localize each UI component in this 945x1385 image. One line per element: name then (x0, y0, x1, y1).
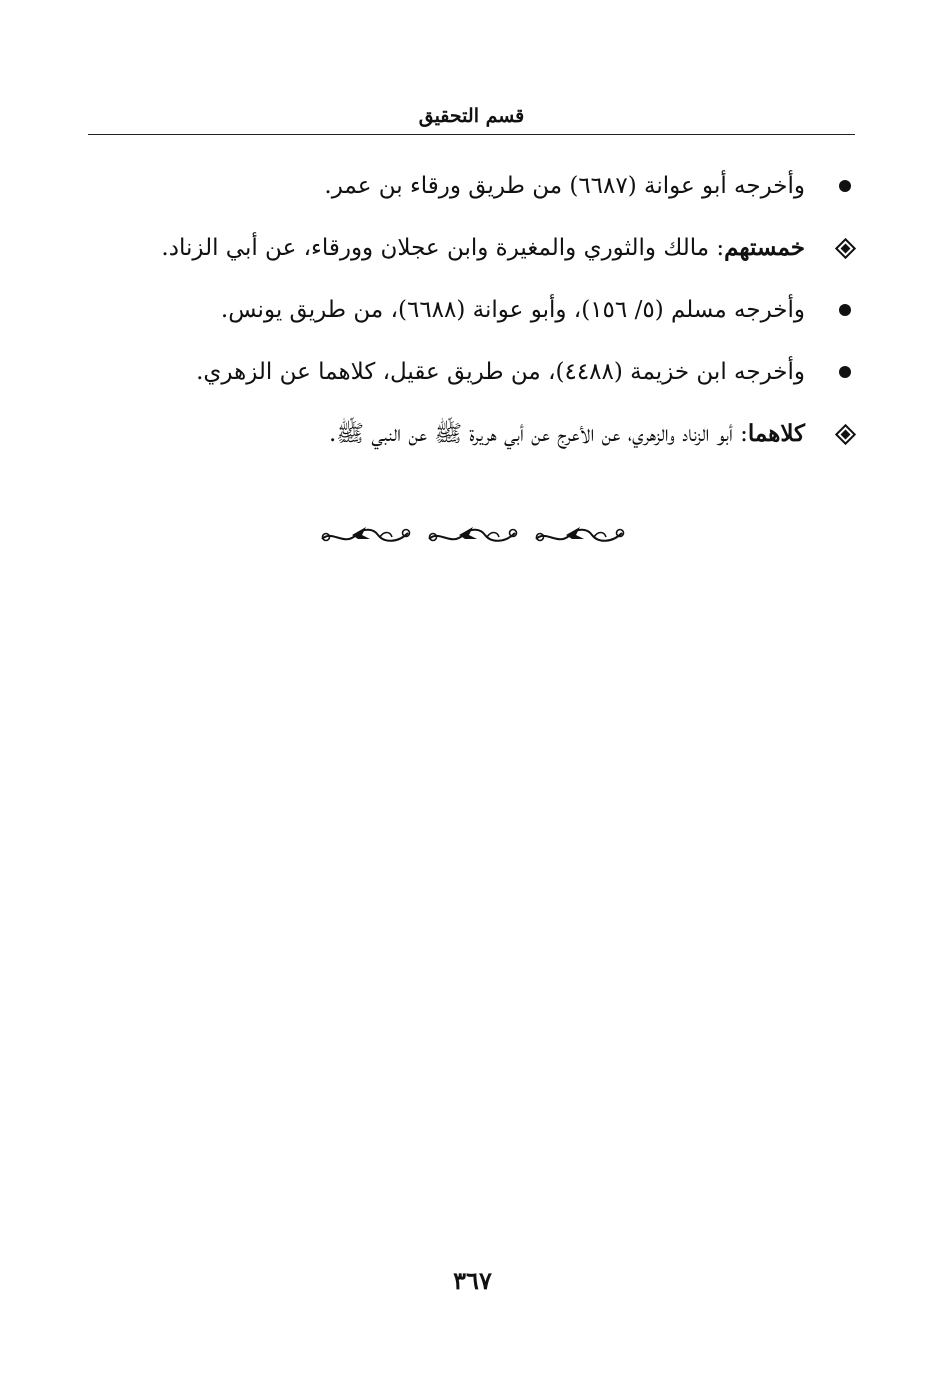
list-item (88, 284, 805, 336)
diamond-icon (833, 222, 857, 274)
floral-divider-icon (532, 521, 628, 551)
bullet-icon (833, 160, 857, 212)
diamond-icon (833, 408, 857, 460)
entry-text: : مالك والثوري والمغيرة وابن عجلان وورقاء، عن أبي الزناد. (161, 235, 725, 261)
entry-label: كلاهما (747, 420, 805, 447)
running-header (88, 98, 855, 135)
floral-divider-icon (318, 521, 414, 551)
bullet-icon (833, 346, 857, 398)
section-title: قسم التحقيق (418, 105, 525, 127)
entry-text: وأخرجه مسلم (٥/ ١٥٦)، وأبو عوانة (٦٦٨٨)، من طريق يونس. (220, 297, 805, 323)
entry-text: وأخرجه ابن خزيمة (٤٤٨٨)، من طريق عقيل، كلاهما عن الزهري. (196, 359, 805, 385)
entries-list (88, 160, 805, 470)
section-divider (318, 520, 628, 552)
list-item (88, 346, 805, 398)
entry-text: وأخرجه أبو عوانة (٦٦٨٧) من طريق ورقاء بن عمر. (324, 173, 805, 199)
floral-divider-icon (425, 521, 521, 551)
list-item (88, 160, 805, 212)
page-number: ٣٦٧ (453, 1266, 492, 1295)
list-item (88, 222, 805, 274)
bullet-icon (833, 284, 857, 336)
entry-label: خمستهم (724, 234, 805, 261)
list-item (88, 408, 805, 460)
entry-text: : أبو الزناد والزهري، عن الأعرج عن أبي هريرة ﷺ عن النبي ﷺ. (328, 421, 748, 447)
